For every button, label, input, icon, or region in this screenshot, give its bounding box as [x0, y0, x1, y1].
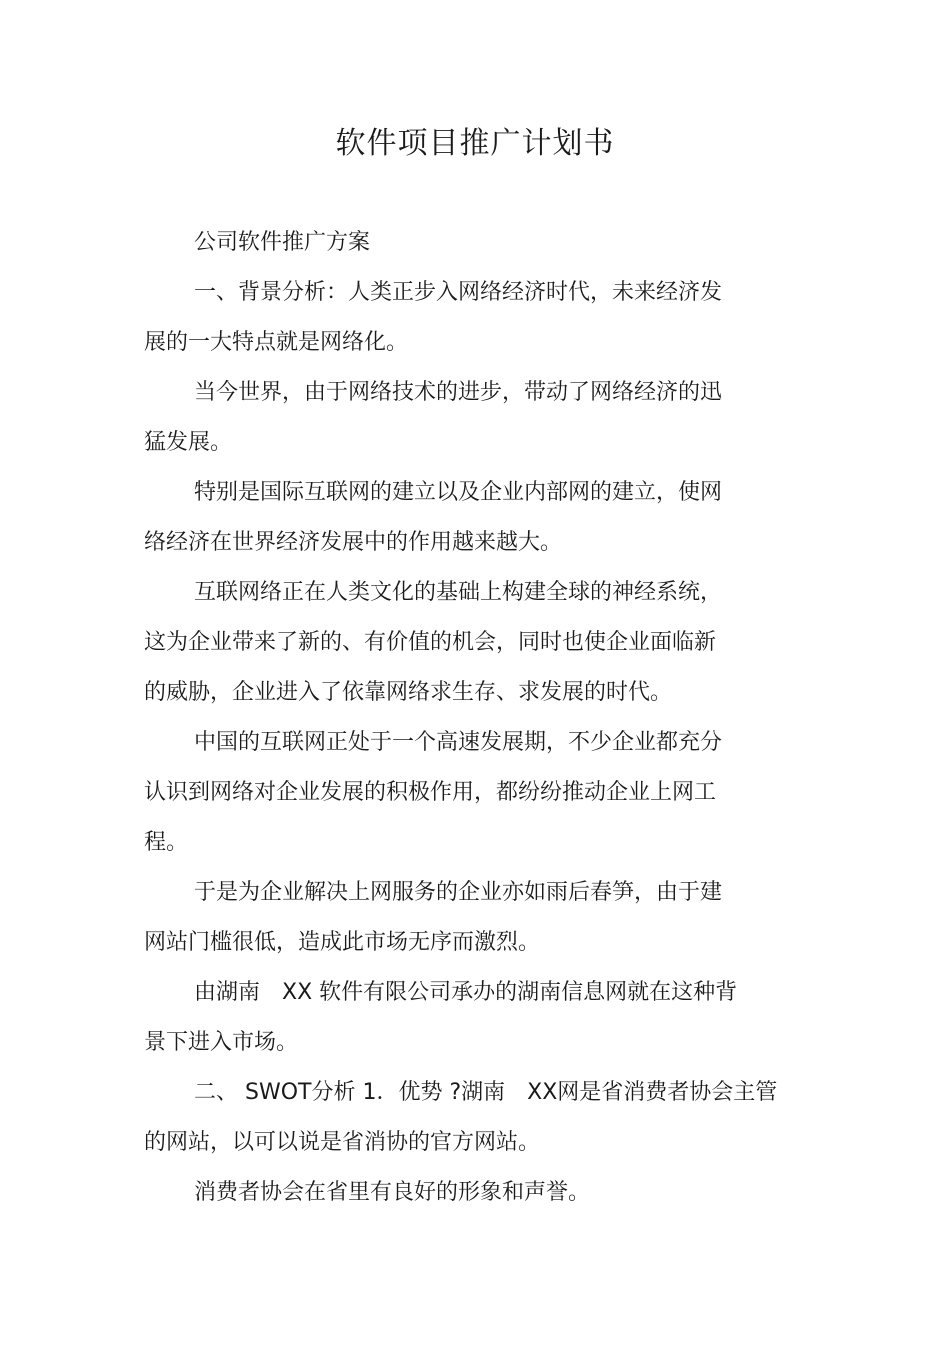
paragraph-2 — [144, 268, 784, 368]
text-line: 由湖南 XX 软件有限公司承办的湖南信息网就在这种背 — [194, 980, 738, 1005]
text-line: 中国的互联网正处于一个高速发展期，不少企业都充分 — [194, 730, 723, 755]
paragraph-6 — [144, 718, 784, 868]
text-line: 公司软件推广方案 — [194, 230, 371, 255]
text-line: 特别是国际互联网的建立以及企业内部网的建立，使网 — [194, 480, 723, 505]
text-line: 认识到网络对企业发展的积极作用，都纷纷推动企业上网工 — [144, 780, 717, 805]
text-line: 互联网络正在人类文化的基础上构建全球的神经系统， — [194, 580, 723, 605]
text-line: 当今世界，由于网络技术的进步，带动了网络经济的迅 — [194, 380, 723, 405]
text-line: 这为企业带来了新的、有价值的机会，同时也使企业面临新 — [144, 630, 717, 655]
text-line: 络经济在世界经济发展中的作用越来越大。 — [144, 530, 563, 555]
text-line: 展的一大特点就是网络化。 — [144, 330, 409, 355]
document-body — [144, 218, 784, 1218]
text-line: 消费者协会在省里有良好的形象和声誉。 — [194, 1180, 591, 1205]
text-line: 的网站，以可以说是省消协的官方网站。 — [144, 1130, 541, 1155]
paragraph-1 — [144, 218, 784, 268]
paragraph-7 — [144, 868, 784, 968]
paragraph-9 — [144, 1068, 784, 1168]
text-line: 景下进入市场。 — [144, 1030, 299, 1055]
text-line: 的威胁，企业进入了依靠网络求生存、求发展的时代。 — [144, 680, 673, 705]
text-line: 一、背景分析：人类正步入网络经济时代，未来经济发 — [194, 280, 723, 305]
paragraph-4 — [144, 468, 784, 568]
text-line: 网站门槛很低，造成此市场无序而激烈。 — [144, 930, 541, 955]
paragraph-8 — [144, 968, 784, 1068]
text-line: 程。 — [144, 830, 189, 855]
paragraph-3 — [144, 368, 784, 468]
document-title: 软件项目推广计划书 — [335, 126, 615, 161]
paragraph-5 — [144, 568, 784, 718]
paragraph-10 — [144, 1168, 784, 1218]
text-line: 二、 SWOT分析 1．优势 ?湖南 XX网是省消费者协会主管 — [194, 1080, 778, 1105]
text-line: 猛发展。 — [144, 430, 233, 455]
text-line: 于是为企业解决上网服务的企业亦如雨后春笋，由于建 — [194, 880, 723, 905]
